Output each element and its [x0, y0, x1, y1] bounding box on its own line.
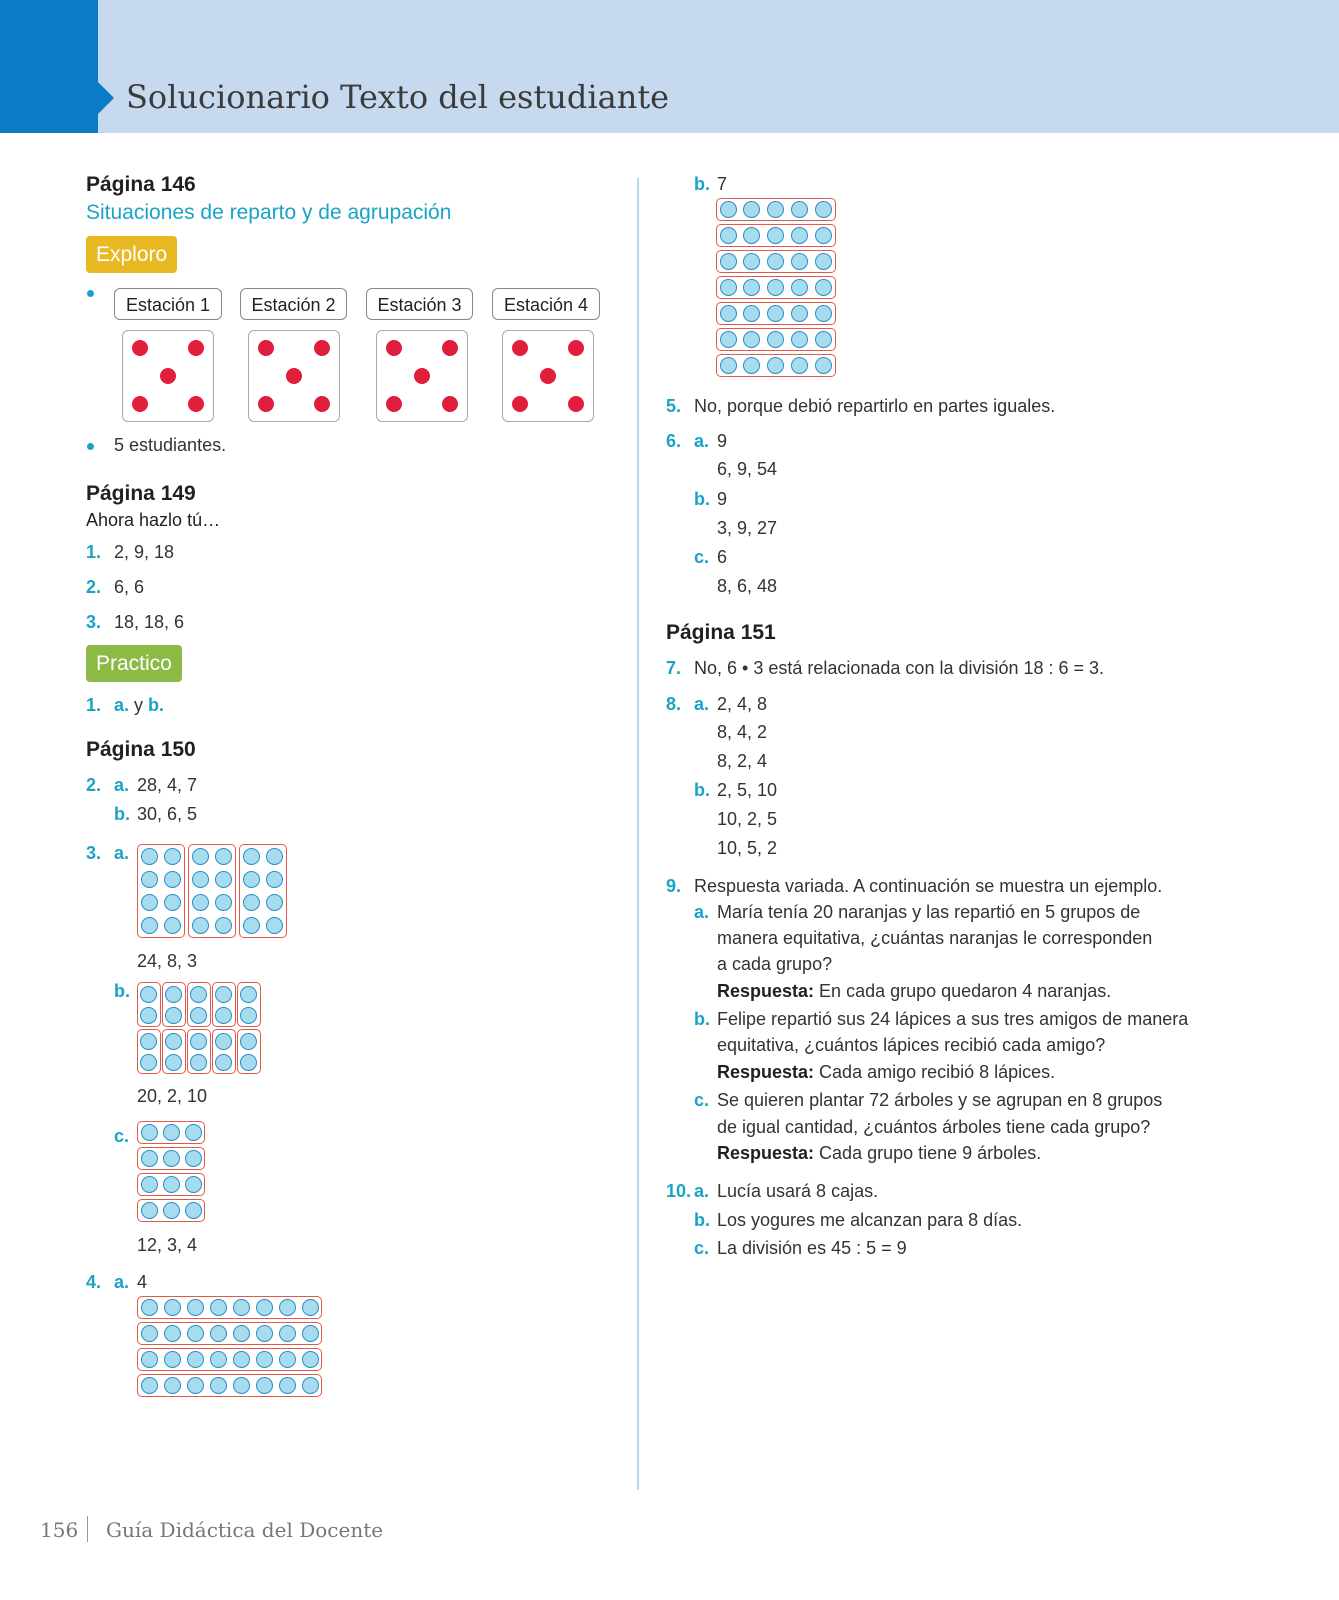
item-letter: c. — [694, 1238, 710, 1258]
footer-title: Guía Didáctica del Docente — [106, 1518, 384, 1542]
item-text: 12, 3, 4 — [137, 1235, 198, 1255]
die-five-icon — [376, 330, 468, 422]
column-divider — [637, 178, 639, 1490]
item-letter: a. — [694, 902, 710, 922]
item-text: 18, 18, 6 — [114, 612, 185, 632]
item-text: 28, 4, 7 — [137, 775, 198, 795]
item-text: 8, 6, 48 — [717, 576, 778, 596]
group-box — [137, 1374, 322, 1397]
item-text: No, porque debió repartirlo en partes iguales. — [694, 396, 1056, 416]
page-150-title: Página 150 — [86, 738, 196, 761]
group-box — [137, 1348, 322, 1371]
item-text: 30, 6, 5 — [137, 804, 198, 824]
item-number: 3. — [86, 843, 102, 863]
group-box — [716, 250, 836, 273]
item-number: 6. — [666, 431, 682, 451]
item-text: 20, 2, 10 — [137, 1086, 208, 1106]
header-title: Solucionario Texto del estudiante — [126, 78, 670, 116]
group-box — [137, 1121, 205, 1144]
station-label-1: Estación 1 — [114, 288, 222, 320]
item-letter: c. — [694, 547, 710, 567]
item-number: 9. — [666, 876, 682, 896]
group-box — [716, 302, 836, 325]
group-box — [187, 982, 211, 1027]
item-letter: a. — [694, 431, 710, 451]
item-text: 4 — [137, 1272, 148, 1292]
item-text: Los yogures me alcanzan para 8 días. — [717, 1210, 1023, 1230]
item-number: 7. — [666, 658, 682, 678]
exploro-badge: Exploro — [86, 236, 177, 273]
item-number: 3. — [86, 612, 102, 632]
group-box — [716, 276, 836, 299]
item-text: 2, 4, 8 — [717, 694, 768, 714]
item-number: 4. — [86, 1272, 102, 1292]
item-letter: b. — [694, 489, 710, 509]
item-text: María tenía 20 naranjas y las repartió en 5 grupos de — [717, 902, 1141, 922]
group-box — [187, 1029, 211, 1074]
item-text: Se quieren plantar 72 árboles y se agrupan en 8 grupos — [717, 1090, 1163, 1110]
station-label-4: Estación 4 — [492, 288, 600, 320]
group-box — [212, 1029, 236, 1074]
group-box — [137, 1322, 322, 1345]
item-text: manera equitativa, ¿cuántas naranjas le corresponden — [717, 928, 1153, 948]
item-text: 6, 9, 54 — [717, 459, 778, 479]
ahora-hazlo-subtitle: Ahora hazlo tú… — [86, 510, 221, 530]
page-number: 156 — [40, 1518, 79, 1542]
header-arrow-icon — [98, 82, 114, 114]
item-text: La división es 45 : 5 = 9 — [717, 1238, 907, 1258]
group-box — [212, 982, 236, 1027]
item-number: 8. — [666, 694, 682, 714]
item-letter: c. — [694, 1090, 710, 1110]
station-label-3: Estación 3 — [366, 288, 473, 320]
group-box — [137, 1173, 205, 1196]
die-five-icon — [502, 330, 594, 422]
bullet-icon — [87, 290, 94, 297]
item-text: 2, 9, 18 — [114, 542, 175, 562]
item-text: 8, 2, 4 — [717, 751, 768, 771]
group-box — [188, 844, 236, 938]
item-letter: a. — [694, 694, 710, 714]
item-text: equitativa, ¿cuántos lápices recibió cada amigo? — [717, 1035, 1106, 1055]
item-text: 8, 4, 2 — [717, 722, 768, 742]
die-five-icon — [122, 330, 214, 422]
item-text: 6, 6 — [114, 577, 145, 597]
item-text: 24, 8, 3 — [137, 951, 198, 971]
item-number: 1. — [86, 695, 102, 715]
item-text: Lucía usará 8 cajas. — [717, 1181, 879, 1201]
item-letter: b. — [694, 780, 710, 800]
item-letter: b. — [694, 1009, 710, 1029]
group-box — [237, 1029, 261, 1074]
bullet-icon — [87, 443, 94, 450]
group-box — [137, 844, 185, 938]
group-box — [137, 1296, 322, 1319]
item-text: No, 6 • 3 está relacionada con la división 18 : 6 = 3. — [694, 658, 1105, 678]
group-box — [137, 1199, 205, 1222]
item-letter: a. — [694, 1181, 710, 1201]
answer-line: Respuesta: Cada amigo recibió 8 lápices. — [717, 1062, 1056, 1082]
page-146-title: Página 146 — [86, 173, 196, 196]
page-149-title: Página 149 — [86, 482, 196, 505]
item-number: 2. — [86, 577, 102, 597]
item-text: Respuesta variada. A continuación se muestra un ejemplo. — [694, 876, 1163, 896]
item-text: 6 — [717, 547, 728, 567]
item-letter: b. — [114, 804, 130, 824]
group-box — [716, 224, 836, 247]
group-box — [137, 982, 161, 1027]
answer-text: 5 estudiantes. — [114, 435, 227, 455]
section-title: Situaciones de reparto y de agrupación — [86, 201, 452, 224]
item-text: 9 — [717, 489, 728, 509]
header-tab — [0, 0, 98, 133]
station-label-2: Estación 2 — [240, 288, 347, 320]
item-letter: b. — [694, 174, 710, 194]
footer-separator — [87, 1516, 88, 1542]
item-letter: c. — [114, 1126, 130, 1146]
group-box — [162, 1029, 186, 1074]
item-text: a cada grupo? — [717, 954, 833, 974]
group-box — [137, 1029, 161, 1074]
group-box — [716, 354, 836, 377]
group-box — [162, 982, 186, 1027]
practico-badge: Practico — [86, 645, 182, 682]
answer-line: Respuesta: Cada grupo tiene 9 árboles. — [717, 1143, 1042, 1163]
group-box — [716, 328, 836, 351]
item-letter: a. — [114, 775, 130, 795]
group-box — [239, 844, 287, 938]
item-text: Felipe repartió sus 24 lápices a sus tres amigos de manera — [717, 1009, 1189, 1029]
item-text: de igual cantidad, ¿cuántos árboles tiene cada grupo? — [717, 1117, 1151, 1137]
item-letter: b. — [114, 981, 130, 1001]
item-text: 10, 5, 2 — [717, 838, 778, 858]
group-box — [237, 982, 261, 1027]
item-number: 1. — [86, 542, 102, 562]
item-text: 10, 2, 5 — [717, 809, 778, 829]
item-number: 2. — [86, 775, 102, 795]
item-letter: a. — [114, 1272, 130, 1292]
practice-answer: a. y b. — [114, 695, 165, 715]
die-five-icon — [248, 330, 340, 422]
page-151-title: Página 151 — [666, 621, 776, 644]
item-letter: b. — [694, 1210, 710, 1230]
item-text: 2, 5, 10 — [717, 780, 778, 800]
answer-line: Respuesta: En cada grupo quedaron 4 naranjas. — [717, 981, 1112, 1001]
item-text: 7 — [717, 174, 728, 194]
item-text: 3, 9, 27 — [717, 518, 778, 538]
item-number: 10. — [666, 1181, 692, 1201]
item-text: 9 — [717, 431, 728, 451]
group-box — [137, 1147, 205, 1170]
item-number: 5. — [666, 396, 682, 416]
group-box — [716, 198, 836, 221]
item-letter: a. — [114, 843, 130, 863]
